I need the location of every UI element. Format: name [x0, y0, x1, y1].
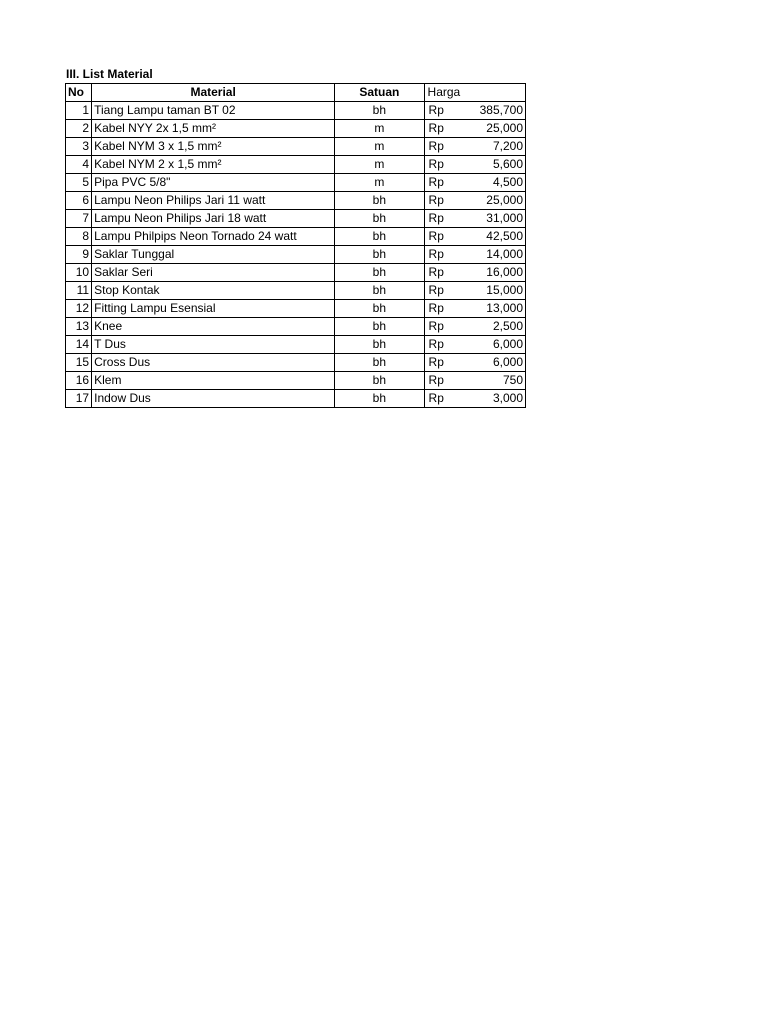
row-satuan: m — [335, 156, 424, 174]
row-harga — [424, 102, 525, 120]
price-cell — [428, 228, 523, 245]
row-harga — [424, 120, 525, 138]
row-satuan: bh — [335, 246, 424, 264]
table-header-row — [66, 84, 526, 102]
row-harga — [424, 354, 525, 372]
table-row — [66, 300, 526, 318]
material-table — [65, 83, 526, 408]
price-value: 13,000 — [486, 301, 523, 315]
row-satuan: bh — [335, 264, 424, 282]
price-cell — [428, 372, 523, 389]
currency-label: Rp — [428, 229, 444, 243]
row-no: 7 — [66, 210, 92, 228]
price-value: 14,000 — [486, 247, 523, 261]
header-satuan: Satuan — [335, 84, 424, 102]
currency-label: Rp — [428, 337, 444, 351]
header-material: Material — [92, 84, 335, 102]
table-row — [66, 228, 526, 246]
row-material: Kabel NYY 2x 1,5 mm² — [92, 120, 335, 138]
table-row — [66, 192, 526, 210]
currency-label: Rp — [428, 175, 444, 189]
section-title: III. List Material — [66, 67, 153, 81]
row-no: 6 — [66, 192, 92, 210]
row-harga — [424, 138, 525, 156]
row-material: Kabel NYM 3 x 1,5 mm² — [92, 138, 335, 156]
table-row — [66, 156, 526, 174]
row-no: 10 — [66, 264, 92, 282]
row-no: 9 — [66, 246, 92, 264]
row-satuan: bh — [335, 390, 424, 408]
price-value: 42,500 — [486, 229, 523, 243]
price-cell — [428, 174, 523, 191]
currency-label: Rp — [428, 121, 444, 135]
row-satuan: bh — [335, 372, 424, 390]
row-no: 11 — [66, 282, 92, 300]
row-material: T Dus — [92, 336, 335, 354]
currency-label: Rp — [428, 283, 444, 297]
row-satuan: bh — [335, 192, 424, 210]
price-cell — [428, 264, 523, 281]
table-row — [66, 120, 526, 138]
price-value: 15,000 — [486, 283, 523, 297]
row-no: 2 — [66, 120, 92, 138]
currency-label: Rp — [428, 211, 444, 225]
price-cell — [428, 120, 523, 137]
currency-label: Rp — [428, 193, 444, 207]
table-row — [66, 336, 526, 354]
row-material: Lampu Neon Philips Jari 11 watt — [92, 192, 335, 210]
row-harga — [424, 300, 525, 318]
price-value: 7,200 — [492, 139, 523, 153]
row-material: Fitting Lampu Esensial — [92, 300, 335, 318]
row-no: 17 — [66, 390, 92, 408]
price-cell — [428, 246, 523, 263]
price-value: 6,000 — [492, 337, 523, 351]
row-no: 8 — [66, 228, 92, 246]
currency-label: Rp — [428, 355, 444, 369]
row-material: Indow Dus — [92, 390, 335, 408]
row-harga — [424, 336, 525, 354]
price-value: 5,600 — [492, 157, 523, 171]
price-value: 4,500 — [492, 175, 523, 189]
price-value: 6,000 — [492, 355, 523, 369]
price-cell — [428, 192, 523, 209]
price-value: 750 — [502, 373, 523, 387]
table-row — [66, 102, 526, 120]
price-cell — [428, 210, 523, 227]
row-material: Pipa PVC 5/8" — [92, 174, 335, 192]
row-harga — [424, 246, 525, 264]
row-material: Knee — [92, 318, 335, 336]
row-material: Lampu Philpips Neon Tornado 24 watt — [92, 228, 335, 246]
row-material: Saklar Tunggal — [92, 246, 335, 264]
price-cell — [428, 138, 523, 155]
price-value: 31,000 — [486, 211, 523, 225]
row-harga — [424, 156, 525, 174]
price-cell — [428, 282, 523, 299]
row-no: 13 — [66, 318, 92, 336]
row-satuan: bh — [335, 300, 424, 318]
row-material: Stop Kontak — [92, 282, 335, 300]
row-material: Lampu Neon Philips Jari 18 watt — [92, 210, 335, 228]
row-harga — [424, 210, 525, 228]
price-cell — [428, 156, 523, 173]
row-no: 16 — [66, 372, 92, 390]
row-no: 14 — [66, 336, 92, 354]
currency-label: Rp — [428, 301, 444, 315]
row-no: 15 — [66, 354, 92, 372]
currency-label: Rp — [428, 319, 444, 333]
table-row — [66, 210, 526, 228]
row-satuan: m — [335, 120, 424, 138]
row-satuan: bh — [335, 318, 424, 336]
row-harga — [424, 264, 525, 282]
price-cell — [428, 102, 523, 119]
currency-label: Rp — [428, 373, 444, 387]
row-no: 3 — [66, 138, 92, 156]
row-satuan: bh — [335, 210, 424, 228]
price-value: 25,000 — [486, 121, 523, 135]
currency-label: Rp — [428, 247, 444, 261]
price-cell — [428, 390, 523, 407]
row-material: Saklar Seri — [92, 264, 335, 282]
row-satuan: bh — [335, 336, 424, 354]
row-material: Tiang Lampu taman BT 02 — [92, 102, 335, 120]
row-satuan: bh — [335, 282, 424, 300]
material-table-body — [66, 84, 526, 408]
row-satuan: bh — [335, 102, 424, 120]
currency-label: Rp — [428, 391, 444, 405]
row-harga — [424, 390, 525, 408]
currency-label: Rp — [428, 103, 444, 117]
table-row — [66, 318, 526, 336]
price-cell — [428, 354, 523, 371]
row-harga — [424, 318, 525, 336]
price-value: 385,700 — [479, 103, 523, 117]
header-harga: Harga — [424, 84, 525, 102]
price-cell — [428, 300, 523, 317]
row-satuan: bh — [335, 354, 424, 372]
row-harga — [424, 192, 525, 210]
row-harga — [424, 282, 525, 300]
row-harga — [424, 228, 525, 246]
table-row — [66, 246, 526, 264]
row-material: Klem — [92, 372, 335, 390]
row-no: 12 — [66, 300, 92, 318]
currency-label: Rp — [428, 157, 444, 171]
price-cell — [428, 336, 523, 353]
table-row — [66, 174, 526, 192]
row-material: Cross Dus — [92, 354, 335, 372]
header-no: No — [66, 84, 92, 102]
currency-label: Rp — [428, 265, 444, 279]
price-value: 2,500 — [492, 319, 523, 333]
table-row — [66, 282, 526, 300]
table-row — [66, 390, 526, 408]
row-material: Kabel NYM 2 x 1,5 mm² — [92, 156, 335, 174]
row-no: 4 — [66, 156, 92, 174]
table-row — [66, 372, 526, 390]
row-satuan: bh — [335, 228, 424, 246]
price-value: 3,000 — [492, 391, 523, 405]
row-satuan: m — [335, 138, 424, 156]
row-satuan: m — [335, 174, 424, 192]
price-cell — [428, 318, 523, 335]
table-row — [66, 264, 526, 282]
row-harga — [424, 372, 525, 390]
currency-label: Rp — [428, 139, 444, 153]
price-value: 16,000 — [486, 265, 523, 279]
table-row — [66, 354, 526, 372]
row-no: 5 — [66, 174, 92, 192]
row-harga — [424, 174, 525, 192]
table-row — [66, 138, 526, 156]
price-value: 25,000 — [486, 193, 523, 207]
row-no: 1 — [66, 102, 92, 120]
